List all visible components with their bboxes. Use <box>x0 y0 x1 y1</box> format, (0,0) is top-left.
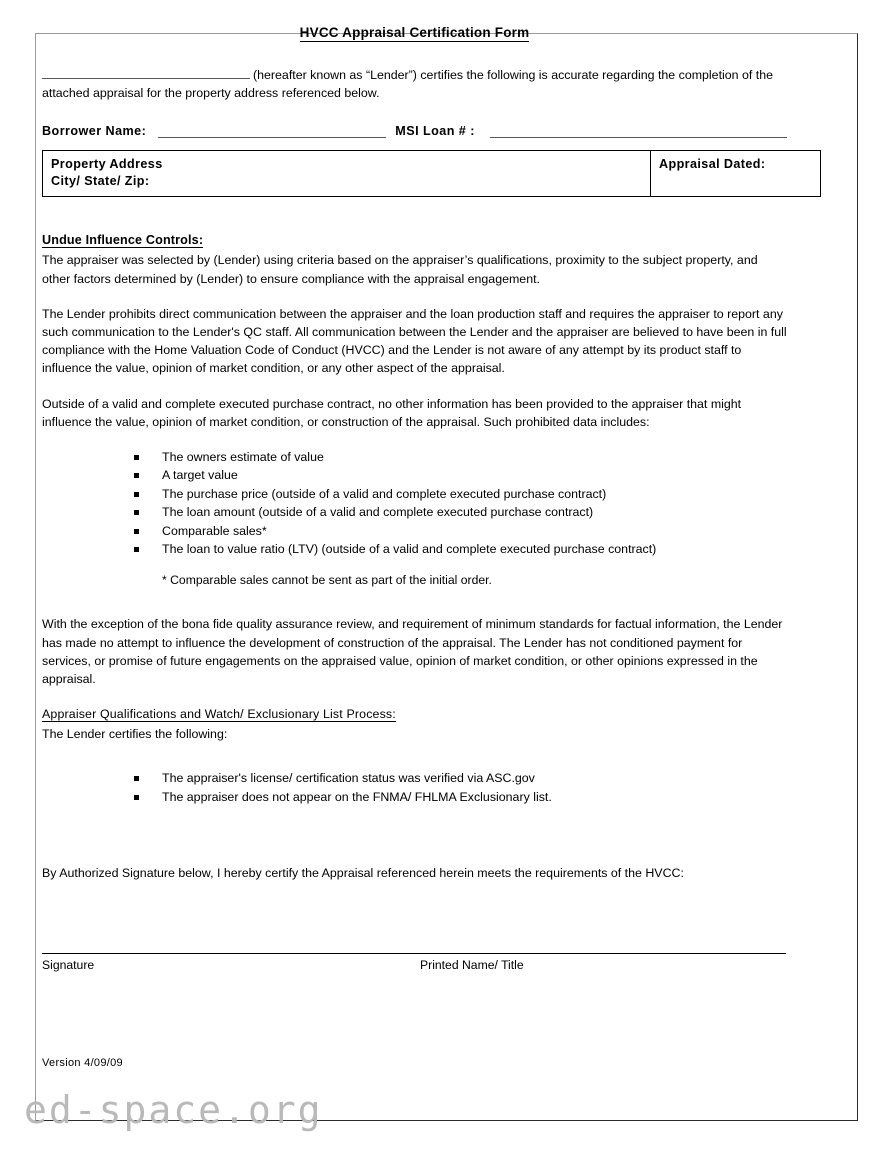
page-title-text: HVCC Appraisal Certification Form <box>299 25 530 40</box>
borrower-name-input[interactable] <box>158 124 386 138</box>
list-item: The loan to value ratio (LTV) (outside of a valid and complete executed purchase contract) <box>134 540 787 558</box>
borrower-name-label: Borrower Name: <box>42 124 147 139</box>
table-row <box>43 151 821 197</box>
signature-statement: By Authorized Signature below, I hereby certify the Appraisal referenced herein meets the requirements of the HVCC: <box>42 866 684 881</box>
signature-section <box>42 864 787 971</box>
list-item: Comparable sales* <box>134 522 787 540</box>
signature-label: Signature <box>42 957 95 972</box>
list-item: A target value <box>134 466 787 484</box>
signature-rule[interactable] <box>42 953 786 954</box>
appraiser-qualifications-section <box>42 705 787 806</box>
undue-influence-section <box>42 231 787 688</box>
comparable-sales-footnote: * Comparable sales cannot be sent as part of the initial order. <box>162 573 492 588</box>
document-body <box>42 25 787 972</box>
property-address-line2: City/ State/ Zip: <box>51 173 150 188</box>
undue-influence-paragraph-3: Outside of a valid and complete executed purchase contract, no other information has been provided to the appraiser that might influence the value, opinion of market condition, or construction of the appraisal. Such prohibited data includes: <box>42 396 742 429</box>
undue-influence-paragraph-2: The Lender prohibits direct communication between the appraiser and the loan production staff and requires the appraiser to report any such communication to the Lender's QC staff. All communication between the Lender and the appraiser are believed to have been in full compliance with the Home Valuation Code of Conduct (HVCC) and the Lender is not aware of any attempt by its product staff to influence the value, opinion of market condition, or any other aspect of the appraisal. <box>42 306 787 376</box>
appraiser-qualifications-subhead: The Lender certifies the following: <box>42 727 228 742</box>
appraiser-qualifications-heading: Appraiser Qualifications and Watch/ Exclusionary List Process: <box>42 707 396 722</box>
signature-labels-row <box>42 958 787 972</box>
undue-influence-paragraph-1: The appraiser was selected by (Lender) using criteria based on the appraiser’s qualifications, proximity to the subject property, and other factors determined by (Lender) to ensure compliance with the appraisal engagement. <box>42 253 758 286</box>
list-item: The loan amount (outside of a valid and complete executed purchase contract) <box>134 503 787 521</box>
undue-influence-paragraph-4: With the exception of the bona fide quality assurance review, and requirement of minimum standards for factual information, the Lender has made no attempt to influence the development of construction of the appraisal. The Lender has not conditioned payment for services, or promise of future engagements on the appraised value, opinion of market condition, or other opinions expressed in the appraisal. <box>42 617 783 687</box>
intro-paragraph <box>42 66 787 102</box>
list-item: The purchase price (outside of a valid and complete executed purchase contract) <box>134 485 787 503</box>
property-address-line1: Property Address <box>51 157 163 172</box>
page-title <box>42 25 787 40</box>
msi-loan-label: MSI Loan # : <box>395 124 475 139</box>
undue-influence-heading: Undue Influence Controls: <box>42 233 204 248</box>
list-item: The appraiser does not appear on the FNMA/ FHLMA Exclusionary list. <box>134 788 787 806</box>
property-address-table <box>42 150 821 197</box>
appraisal-dated-label: Appraisal Dated: <box>659 157 766 172</box>
lender-name-blank[interactable] <box>42 67 250 79</box>
property-address-cell[interactable] <box>43 151 651 197</box>
printed-name-title-label: Printed Name/ Title <box>420 957 524 972</box>
appraisal-dated-cell[interactable] <box>651 151 821 197</box>
list-item: The owners estimate of value <box>134 448 787 466</box>
site-watermark: ed-space.org <box>24 1088 323 1132</box>
borrower-loan-row <box>42 124 787 138</box>
prohibited-data-list <box>42 448 787 558</box>
version-label: Version 4/09/09 <box>42 1057 123 1069</box>
msi-loan-input[interactable] <box>490 124 787 138</box>
intro-paragraph-text: (hereafter known as “Lender”) certifies the following is accurate regarding the completion of the attached appraisal for the property address referenced below. <box>42 68 773 101</box>
list-item: The appraiser's license/ certification status was verified via ASC.gov <box>134 769 787 787</box>
appraiser-certification-list <box>42 769 787 806</box>
